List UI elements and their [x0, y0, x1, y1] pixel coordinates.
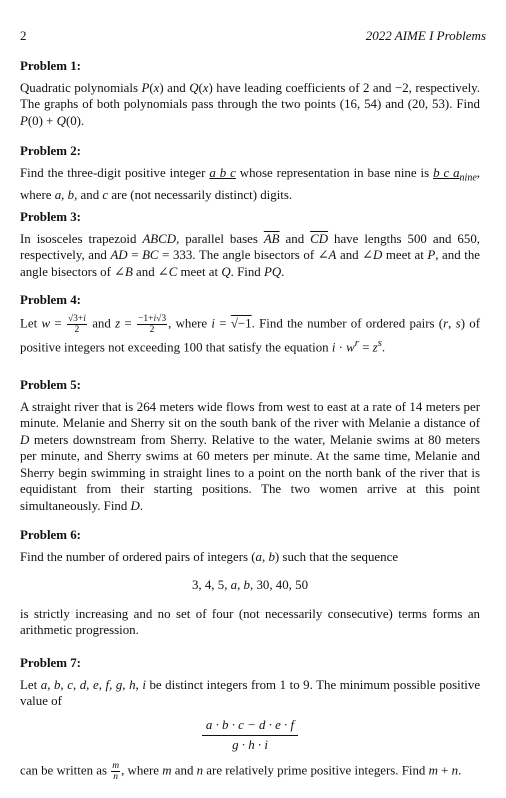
w-fraction: $\frac{√3+i}{2}$: [67, 313, 86, 335]
problem-6-text-after: is strictly increasing and no set of four (not necessarily consecutive) terms forms an arithmetic progression.: [20, 606, 480, 637]
problem-7: [20, 655, 480, 782]
problem-6: [20, 527, 480, 639]
problem-1: [20, 58, 480, 129]
problem-7-title: Problem 7:: [20, 656, 81, 670]
problem-4: [20, 292, 480, 355]
problem-2-text: Find the three-digit positive integer a b c whose representation in base nine is b c $a_{nine}$, where a, b, and c are (not necessarily distinct) digits.: [20, 165, 480, 202]
problem-3-text: In isosceles trapezoid ABCD, parallel bases $\overline{AB}$ and $\overline{CD}$ have lengths 500 and 650, respectively, and AD = BC = 333. The angle bisectors of ∠A and ∠D meet at P, and the angle bisectors of ∠B and ∠C meet at Q. Find PQ.: [20, 231, 480, 279]
fraction-denominator: g · h · i: [232, 737, 268, 752]
page-number: 2: [20, 28, 27, 43]
problem-5: [20, 377, 480, 514]
problem-2-title: Problem 2:: [20, 144, 81, 158]
problem-5-text: A straight river that is 264 meters wide flows from west to east at a rate of 14 meters per minute. Melanie and Sherry sit on the south bank of the river with Melanie a distance of D meters downstream from Sherry. Relative to the water, Melanie swims at 80 meters per minute, and Sherry swims at 60 meters per minute. At the same time, Melanie and Sherry begin swimming in straight lines to a point on the north bank of the river that is equidistant from their starting positions. The two women arrive at this point simultaneously. Find D.: [20, 399, 480, 513]
document-title: 2022 AIME I Problems: [365, 28, 486, 43]
problem-4-text: Let w = $\frac{√3+i}{2}$ and z = $\frac{-1+i√3}{2}$ , where i = √−1. Find the number of ordered pairs (r, s) of positive integers not exceeding 100 that satisfy the equation $i \cdot w^r = z^s$.: [20, 313, 481, 354]
problem-6-text-before: Find the number of ordered pairs of integers (a, b) such that the sequence: [20, 549, 399, 564]
problem-6-sequence: 3, 4, 5, a, b, 30, 40, 50: [191, 578, 309, 592]
problem-5-title: Problem 5:: [20, 378, 81, 392]
problem-1-text: Quadratic polynomials P(x) and Q(x) have leading coefficients of 2 and −2, respectively. The graphs of both polynomials pass through the two points (16, 54) and (20, 53). Find P(0) + Q(0).: [20, 80, 480, 128]
z-fraction: $\frac{-1+i√3}{2}$: [138, 313, 167, 335]
page-header: [20, 28, 486, 46]
problem-7-text-before: Let a, b, c, d, e, f, g, h, i be distinct integers from 1 to 9. The minimum possible positive value of: [20, 677, 481, 708]
problem-6-title: Problem 6:: [20, 528, 81, 542]
problem-7-fraction: [20, 716, 480, 755]
problem-1-title: Problem 1:: [20, 59, 81, 73]
problem-3: [20, 209, 480, 280]
problem-3-title: Problem 3:: [20, 210, 81, 224]
problem-2: [20, 143, 480, 203]
fraction-numerator: a · b · c − d · e · f: [202, 716, 298, 736]
problem-7-text-after: can be written as $\frac{m}{n}$ , where m and n are relatively prime positive integers. Find m + n.: [20, 760, 462, 782]
m-over-n: $\frac{m}{n}$: [112, 760, 120, 782]
problem-4-title: Problem 4:: [20, 293, 81, 307]
